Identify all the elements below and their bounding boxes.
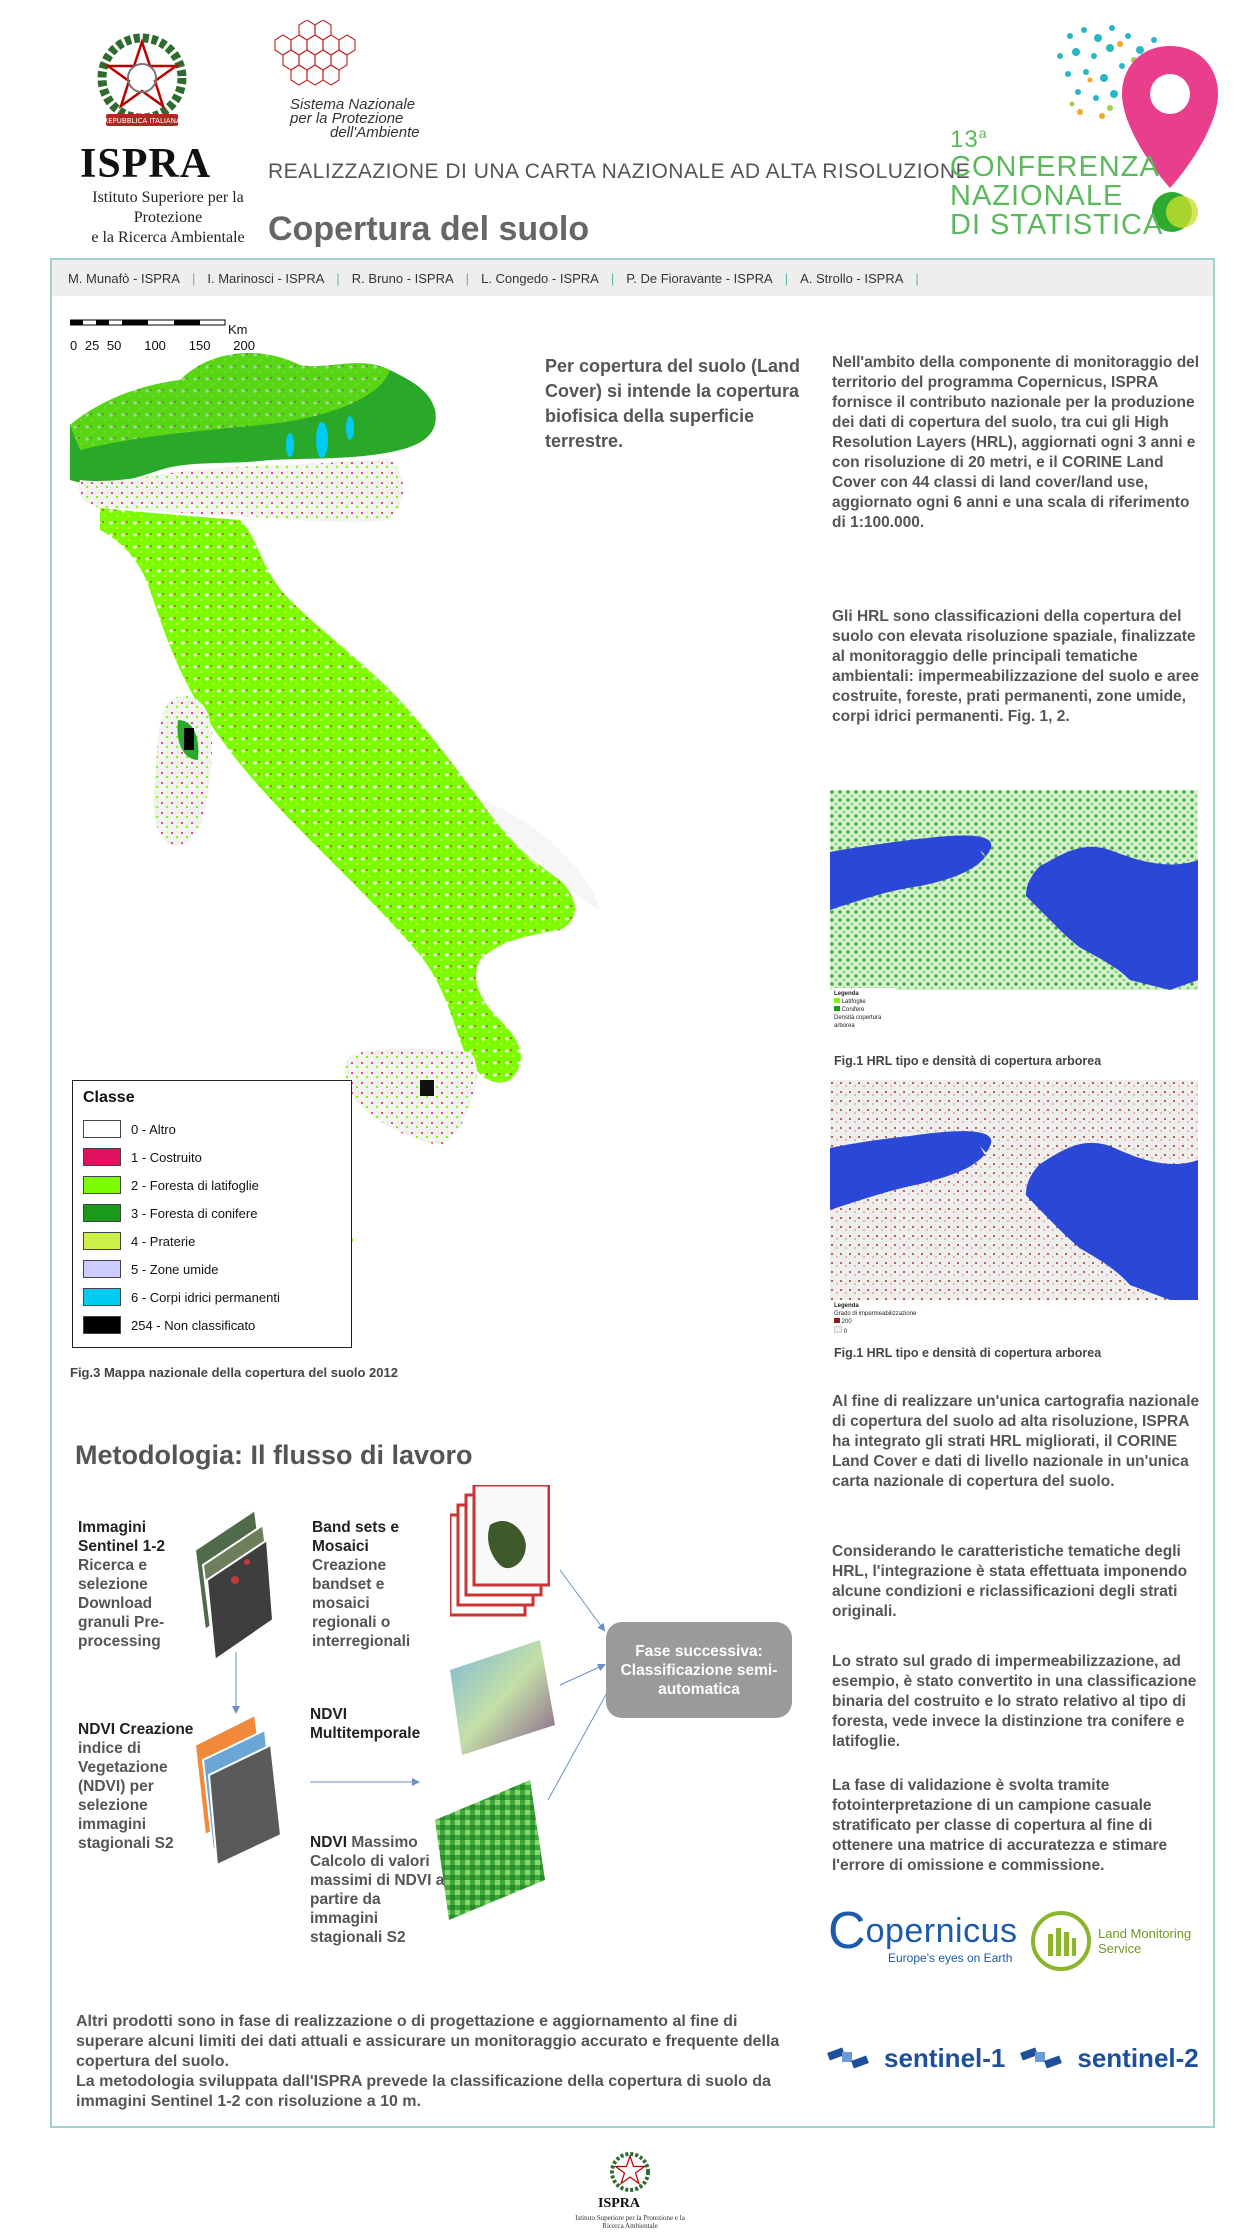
satellite-icon bbox=[1019, 2040, 1063, 2076]
copernicus-wordmark: opernicus bbox=[865, 1911, 1018, 1950]
legend-swatch bbox=[83, 1148, 121, 1166]
legend-label: 2 - Foresta di latifoglie bbox=[131, 1177, 259, 1193]
fig3-caption: Fig.3 Mappa nazionale della copertura del suolo 2012 bbox=[70, 1365, 398, 1380]
step-title: NDVI Multitemporale bbox=[310, 1706, 421, 1742]
legend-swatch bbox=[83, 1288, 121, 1306]
author: A. Strollo - ISPRA bbox=[800, 270, 904, 286]
legend-label: 5 - Zone umide bbox=[131, 1261, 219, 1277]
step-body: indice di Vegetazione (NDVI) per selezione immagini stagionali S2 bbox=[78, 1740, 174, 1852]
legend-label: 4 - Praterie bbox=[131, 1233, 196, 1249]
legend-item bbox=[83, 1227, 341, 1255]
svg-text:REPUBBLICA ITALIANA: REPUBBLICA ITALIANA bbox=[103, 117, 181, 125]
step-body: Massimo Calcolo di valori massimi di NDVI a partire da immagini stagionali S2 bbox=[310, 1834, 445, 1946]
land-monitoring-icon bbox=[1030, 1910, 1092, 1972]
workflow-arrows bbox=[230, 1560, 620, 1840]
fig1-legend bbox=[832, 988, 896, 1050]
snpa-line-1: Sistema Nazionale bbox=[290, 96, 416, 113]
footer-org-name: ISPRA bbox=[598, 2196, 641, 2211]
author: M. Munafò - ISPRA bbox=[68, 270, 180, 286]
snpa-line-3: dell'Ambiente bbox=[330, 124, 420, 141]
legend-item bbox=[83, 1199, 341, 1227]
fig2-legend-item: 0 bbox=[834, 1326, 920, 1336]
legend-swatch bbox=[83, 1260, 121, 1278]
legend-swatch bbox=[83, 1204, 121, 1222]
org-name: ISPRA bbox=[80, 141, 212, 187]
paragraph-hrl: Gli HRL sono classificazioni della copertura del suolo con elevata risoluzione spaziale, finalizzate al monitoraggio delle principali tematiche ambientali: impermeabilizzazione del suolo e aree costruite, foreste, prati permanenti, zone umide, corpi idrici permanenti. Fig. 1, 2. bbox=[832, 608, 1199, 725]
lms-line-1: Land Monitoring bbox=[1098, 1926, 1192, 1941]
legend-swatch bbox=[83, 1176, 121, 1194]
legend-item bbox=[83, 1143, 341, 1171]
step-body: Creazione bandset e mosaici regionali o interregionali bbox=[312, 1557, 411, 1650]
legend-swatch bbox=[83, 1120, 121, 1138]
paragraph-conditions: Considerando le caratteristiche tematiche degli HRL, l'integrazione è stata effettuata imponendo alcune condizioni e riclassificazioni degli strati originali. bbox=[832, 1543, 1188, 1620]
step-title: NDVI Creazione bbox=[78, 1721, 194, 1738]
fig2-legend-item: 200 bbox=[834, 1318, 920, 1326]
legend-label: 0 - Altro bbox=[131, 1121, 176, 1137]
lms-line-2: Service bbox=[1098, 1941, 1142, 1956]
footer-emblem-icon bbox=[608, 2150, 652, 2194]
copernicus-tagline: Europe's eyes on Earth bbox=[888, 1951, 1013, 1965]
snpa-logo-text bbox=[290, 98, 420, 140]
conference-line-3: DI STATISTICA bbox=[950, 209, 1164, 241]
snpa-hexagon-logo-icon bbox=[265, 20, 385, 98]
step-sentinel-images bbox=[78, 1518, 198, 1651]
author: P. De Fioravante - ISPRA bbox=[626, 270, 773, 286]
fig2-legend bbox=[832, 1300, 922, 1340]
conference-line-2: NAZIONALE bbox=[950, 180, 1124, 212]
fig2-imperviousness-map bbox=[830, 1080, 1198, 1300]
paragraph-reclassification: Lo strato sul grado di impermeabilizzazione, ad esempio, è stato convertito in una classificazione binaria del costruito e lo strato relativo al tipo di foresta, vede invece la distinzione tra conifere e latifoglie. bbox=[832, 1653, 1197, 1750]
next-phase-box: Fase successiva: Classificazione semi-automatica bbox=[606, 1622, 792, 1718]
sentinel-1-label: sentinel-1 bbox=[884, 2042, 1006, 2073]
poster-supertitle: REALIZZAZIONE DI UNA CARTA NAZIONALE AD ALTA RISOLUZIONE bbox=[268, 160, 971, 183]
step-ndvi-max bbox=[310, 1833, 450, 1947]
legend-item bbox=[83, 1171, 341, 1199]
poster-title: Copertura del suolo bbox=[268, 210, 590, 248]
fig1-legend-item: Conifere bbox=[834, 1006, 894, 1014]
author: L. Congedo - ISPRA bbox=[481, 270, 599, 286]
legend-item bbox=[83, 1255, 341, 1283]
bottom-paragraph-1: Altri prodotti sono in fase di realizzazione o di progettazione e aggiornamento al fine di superare alcuni limiti dei dati attuali e assicurare un monitoraggio accurato e frequente della copertura del suolo. bbox=[76, 2013, 780, 2070]
org-subtitle-line-2: e la Ricerca Ambientale bbox=[91, 229, 245, 246]
fig2-legend-item: Grado di impermeabilizzazione bbox=[834, 1311, 917, 1317]
org-subtitle bbox=[68, 188, 268, 248]
legend-label: 3 - Foresta di conifere bbox=[131, 1205, 258, 1221]
fig1-legend-item: Latifoglie bbox=[834, 998, 894, 1006]
step-title: Band sets e Mosaici bbox=[312, 1519, 400, 1555]
fig2-legend-title: Legenda bbox=[834, 1303, 859, 1309]
bottom-paragraph bbox=[76, 2012, 804, 2112]
step-title: Immagini Sentinel 1-2 bbox=[78, 1519, 165, 1555]
republic-emblem-icon bbox=[92, 28, 192, 132]
legend-item bbox=[83, 1311, 341, 1339]
land-monitoring-logo bbox=[1030, 1910, 1191, 1972]
step-title: NDVI bbox=[310, 1834, 348, 1851]
conference-number: 13$^a$ bbox=[950, 125, 988, 153]
step-ndvi-creation bbox=[78, 1720, 208, 1853]
map-scale-labels: 0 25 50 100 150 200 bbox=[70, 338, 255, 353]
sentinel-logos bbox=[826, 2040, 1199, 2076]
sentinel-2-label: sentinel-2 bbox=[1077, 2042, 1199, 2073]
fig2-caption: Fig.1 HRL tipo e densità di copertura arborea bbox=[834, 1346, 1102, 1360]
methodology-title: Metodologia: Il flusso di lavoro bbox=[75, 1440, 473, 1470]
legend-item bbox=[83, 1115, 341, 1143]
fig1-tree-cover-map bbox=[830, 790, 1198, 990]
copernicus-logo bbox=[828, 1902, 1028, 1965]
footer-org-subtitle: Istituto Superiore per la Protezione e la Ricerca Ambientale bbox=[575, 2214, 685, 2230]
fig1-caption: Fig.1 HRL tipo e densità di copertura arborea bbox=[834, 1054, 1102, 1068]
author: I. Marinosci - ISPRA bbox=[207, 270, 325, 286]
bottom-paragraph-2: La metodologia sviluppata dall'ISPRA prevede la classificazione della copertura di suolo da immagini Sentinel 1-2 con risoluzione a 10 m. bbox=[76, 2073, 771, 2110]
paragraph-copernicus: Nell'ambito della componente di monitoraggio del territorio del programma Copernicus, ISPRA fornisce il contributo nazionale per la produzione dei dati di copertura del suolo, tra cui gli High Resolution Layers (HRL), aggiornati ogni 3 anni e con risoluzione di 20 metri, e il CORINE Land Cover con 44 classi di land cover/land use, aggiornato ogni 6 anni e una scala di riferimento di 1:100.000. bbox=[832, 354, 1200, 531]
paragraph-integration: Al fine di realizzare un'unica cartografia nazionale di copertura del suolo ad alta risoluzione, ISPRA ha integrato gli strati HRL migliorati, il CORINE Land Cover e dati di livello nazionale in un'unica carta nazionale di copertura del suolo. bbox=[832, 1393, 1200, 1490]
legend-item bbox=[83, 1283, 341, 1311]
snpa-line-2: per la Protezione bbox=[290, 110, 404, 127]
conference-line-1: CONFERENZA bbox=[950, 151, 1160, 183]
map-scale-unit: Km bbox=[228, 322, 248, 337]
legend-label: 1 - Costruito bbox=[131, 1149, 202, 1165]
legend-label: 6 - Corpi idrici permanenti bbox=[131, 1289, 280, 1305]
legend-title: Classe bbox=[83, 1089, 135, 1106]
legend-swatch bbox=[83, 1232, 121, 1250]
conference-title bbox=[950, 120, 1163, 240]
legend-swatch bbox=[83, 1316, 121, 1334]
paragraph-validation: La fase di validazione è svolta tramite fotointerpretazione di un campione casuale stratificato per classe di copertura al fine di ottenere una matrice di accuratezza e stimare l'errore di omissione e commissione. bbox=[832, 1777, 1168, 1874]
legend-label: 254 - Non classificato bbox=[131, 1317, 256, 1333]
copernicus-c: C bbox=[828, 1902, 866, 1960]
land-cover-definition: Per copertura del suolo (Land Cover) si intende la copertura biofisica della superficie terrestre. bbox=[545, 356, 801, 451]
step-body: Ricerca e selezione Download granuli Pre-processing bbox=[78, 1557, 165, 1650]
author: R. Bruno - ISPRA bbox=[351, 270, 454, 286]
fig1-legend-item: Densità copertura arborea bbox=[834, 1015, 882, 1029]
map-legend bbox=[72, 1080, 352, 1348]
fig1-legend-title: Legenda bbox=[834, 991, 859, 997]
org-subtitle-line-1: Istituto Superiore per la Protezione bbox=[92, 189, 244, 226]
authors-bar: M. Munafò - ISPRA | I. Marinosci - ISPRA | R. Bruno - ISPRA | L. Congedo - ISPRA | P. De Fioravante - ISPRA | A. Strollo - ISPRA | bbox=[52, 260, 1213, 296]
map-scale-bar bbox=[70, 318, 240, 328]
satellite-icon bbox=[826, 2040, 870, 2076]
